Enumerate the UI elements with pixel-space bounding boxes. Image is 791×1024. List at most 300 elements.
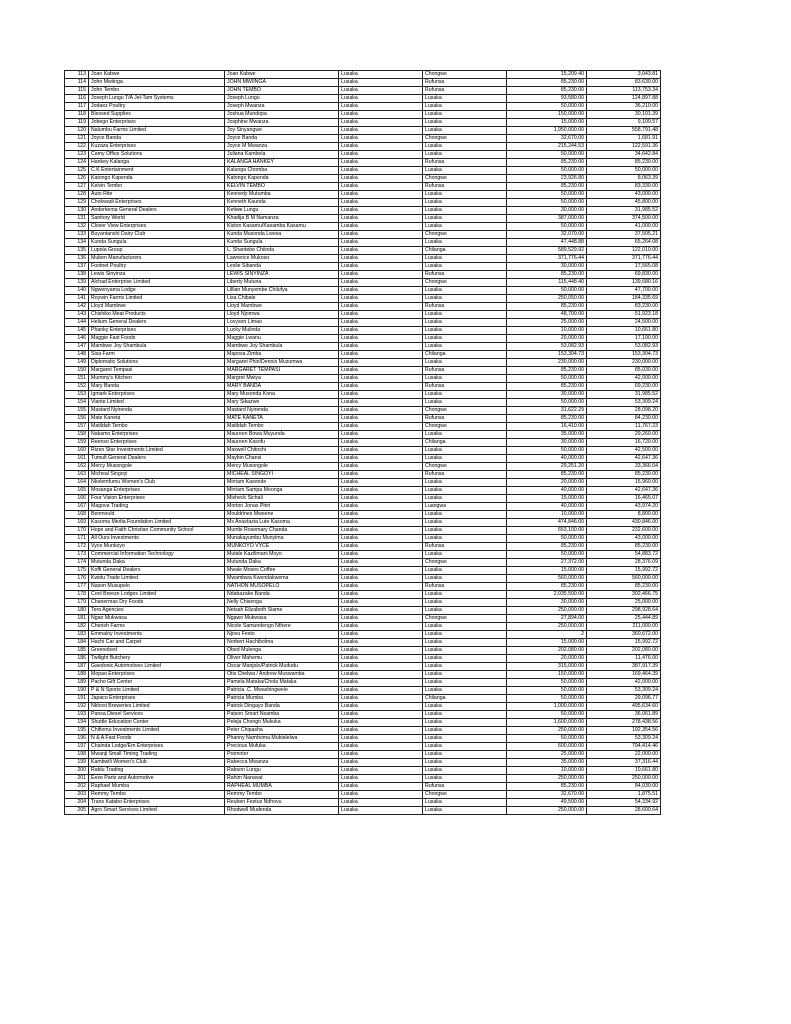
amount-cell: 31,622.29 bbox=[507, 407, 587, 415]
table-row bbox=[65, 799, 661, 807]
owner-name-cell: Margret Mwiya bbox=[225, 375, 339, 383]
district-cell: Lusaka bbox=[423, 567, 507, 575]
amount-cell: 2 bbox=[507, 631, 587, 639]
owner-name-cell: Oliver Mahemu bbox=[225, 655, 339, 663]
province-cell: Lusaka bbox=[339, 639, 423, 647]
row-number-cell: 169 bbox=[65, 519, 89, 527]
province-cell: Lusaka bbox=[339, 535, 423, 543]
table-row bbox=[65, 447, 661, 455]
province-cell: Lusaka bbox=[339, 319, 423, 327]
table-row bbox=[65, 183, 661, 191]
district-cell: Lusaka bbox=[423, 703, 507, 711]
district-cell: Lusaka bbox=[423, 207, 507, 215]
business-name-cell: Katongo Kapenda bbox=[89, 175, 225, 183]
owner-name-cell: Munakayumbu Munyima bbox=[225, 535, 339, 543]
business-name-cell: Auto Rite bbox=[89, 191, 225, 199]
district-cell: Lusaka bbox=[423, 327, 507, 335]
owner-name-cell: Joseph Lungu bbox=[225, 95, 339, 103]
district-cell: Lusaka bbox=[423, 775, 507, 783]
row-number-cell: 201 bbox=[65, 775, 89, 783]
business-name-cell: Jobego Enterprises bbox=[89, 119, 225, 127]
balance-cell: 25,000.00 bbox=[587, 599, 661, 607]
row-number-cell: 136 bbox=[65, 255, 89, 263]
owner-name-cell: NATHON MUSOPELO bbox=[225, 583, 339, 591]
district-cell: Chongwe bbox=[423, 71, 507, 79]
balance-cell: 560,000.00 bbox=[587, 575, 661, 583]
owner-name-cell: Nicole Samundengo Nthere bbox=[225, 623, 339, 631]
table-row bbox=[65, 311, 661, 319]
business-name-cell: Four Vision Enterprises bbox=[89, 495, 225, 503]
table-row bbox=[65, 727, 661, 735]
amount-cell: 15,000.00 bbox=[507, 567, 587, 575]
row-number-cell: 138 bbox=[65, 271, 89, 279]
balance-cell: 16,720.00 bbox=[587, 439, 661, 447]
balance-cell: 85,230.00 bbox=[587, 471, 661, 479]
business-name-cell: Lupola Group bbox=[89, 247, 225, 255]
row-number-cell: 168 bbox=[65, 511, 89, 519]
table-row bbox=[65, 407, 661, 415]
row-number-cell: 155 bbox=[65, 407, 89, 415]
row-number-cell: 125 bbox=[65, 167, 89, 175]
business-name-cell: Diplomatic Solutions bbox=[89, 359, 225, 367]
amount-cell: 20,000.00 bbox=[507, 335, 587, 343]
owner-name-cell: Margaret Phiri/Dennis Muzumwa bbox=[225, 359, 339, 367]
owner-name-cell: RAPHEAL MUMBA bbox=[225, 783, 339, 791]
district-cell: Lusaka bbox=[423, 655, 507, 663]
amount-cell: 85,230.00 bbox=[507, 383, 587, 391]
amount-cell: 15,000.00 bbox=[507, 639, 587, 647]
table-row bbox=[65, 607, 661, 615]
amount-cell: 250,000.00 bbox=[507, 607, 587, 615]
province-cell: Lusaka bbox=[339, 575, 423, 583]
owner-name-cell: MARGARET TEMPASI bbox=[225, 367, 339, 375]
balance-cell: 42,000.00 bbox=[587, 375, 661, 383]
amount-cell: 250,000.00 bbox=[507, 727, 587, 735]
business-name-cell: Muben Manufacturers bbox=[89, 255, 225, 263]
balance-cell: 84,030.00 bbox=[587, 783, 661, 791]
business-name-cell: Hachi Car and Carpet bbox=[89, 639, 225, 647]
district-cell: Lusaka bbox=[423, 151, 507, 159]
row-number-cell: 149 bbox=[65, 359, 89, 367]
amount-cell: 40,000.00 bbox=[507, 455, 587, 463]
balance-cell: 387,917.39 bbox=[587, 663, 661, 671]
business-name-cell: Pansa Diesel Services bbox=[89, 711, 225, 719]
row-number-cell: 150 bbox=[65, 367, 89, 375]
district-cell: Rufunsa bbox=[423, 583, 507, 591]
table-row bbox=[65, 575, 661, 583]
province-cell: Lusaka bbox=[339, 487, 423, 495]
row-number-cell: 189 bbox=[65, 679, 89, 687]
business-name-cell: Koffi General Dealers bbox=[89, 567, 225, 575]
row-number-cell: 118 bbox=[65, 111, 89, 119]
table-row bbox=[65, 655, 661, 663]
row-number-cell: 198 bbox=[65, 751, 89, 759]
table-row bbox=[65, 759, 661, 767]
owner-name-cell: Norbert Hachibolma bbox=[225, 639, 339, 647]
owner-name-cell: Mary Sikazwe bbox=[225, 399, 339, 407]
province-cell: Lusaka bbox=[339, 495, 423, 503]
table-row bbox=[65, 399, 661, 407]
amount-cell: 30,000.00 bbox=[507, 263, 587, 271]
row-number-cell: 128 bbox=[65, 191, 89, 199]
district-cell: Lusaka bbox=[423, 743, 507, 751]
district-cell: Lusaka bbox=[423, 591, 507, 599]
province-cell: Lusaka bbox=[339, 679, 423, 687]
table-row bbox=[65, 639, 661, 647]
business-name-cell: Kambwili Women's Club bbox=[89, 759, 225, 767]
balance-cell: 83,230.00 bbox=[587, 303, 661, 311]
business-name-cell: Benmould bbox=[89, 511, 225, 519]
business-name-cell: Kelvin Tembo bbox=[89, 183, 225, 191]
row-number-cell: 190 bbox=[65, 687, 89, 695]
province-cell: Lusaka bbox=[339, 255, 423, 263]
business-name-cell: Matildah Tembo bbox=[89, 423, 225, 431]
amount-cell: 30,000.00 bbox=[507, 207, 587, 215]
business-name-cell: Ngao Mukwasa bbox=[89, 615, 225, 623]
row-number-cell: 196 bbox=[65, 735, 89, 743]
table-row bbox=[65, 471, 661, 479]
business-name-cell: Chanermas Dry Foods bbox=[89, 599, 225, 607]
owner-name-cell: Mumbi Rosemary Chanda bbox=[225, 527, 339, 535]
amount-cell: 85,230.00 bbox=[507, 183, 587, 191]
owner-name-cell: Precious Mufuka bbox=[225, 743, 339, 751]
business-name-cell: Lewis Sinyinza bbox=[89, 271, 225, 279]
amount-cell: 150,000.00 bbox=[507, 111, 587, 119]
amount-cell: 115,448.40 bbox=[507, 279, 587, 287]
owner-name-cell: Obed Mulenga bbox=[225, 647, 339, 655]
owner-name-cell: Kunda Musonda Lwesa bbox=[225, 231, 339, 239]
province-cell: Lusaka bbox=[339, 783, 423, 791]
district-cell: Lusaka bbox=[423, 167, 507, 175]
district-cell: Rufunsa bbox=[423, 367, 507, 375]
amount-cell: 50,000.00 bbox=[507, 679, 587, 687]
business-name-cell: Tumult General Dealers bbox=[89, 455, 225, 463]
province-cell: Lusaka bbox=[339, 303, 423, 311]
province-cell: Lusaka bbox=[339, 375, 423, 383]
row-number-cell: 175 bbox=[65, 567, 89, 575]
amount-cell: 10,000.00 bbox=[507, 511, 587, 519]
district-cell: Lusaka bbox=[423, 631, 507, 639]
table-row bbox=[65, 503, 661, 511]
balance-cell: 278,438.56 bbox=[587, 719, 661, 727]
balance-cell: 8,063.39 bbox=[587, 175, 661, 183]
amount-cell: 1,600,000.00 bbox=[507, 719, 587, 727]
amount-cell: 50,000.00 bbox=[507, 551, 587, 559]
owner-name-cell: Mercy Musongole bbox=[225, 463, 339, 471]
balance-cell: 29,096.77 bbox=[587, 695, 661, 703]
amount-cell: 15,000.00 bbox=[507, 119, 587, 127]
district-cell: Rufunsa bbox=[423, 303, 507, 311]
district-cell: Chongwe bbox=[423, 559, 507, 567]
owner-name-cell: MARY BANDA bbox=[225, 383, 339, 391]
row-number-cell: 123 bbox=[65, 151, 89, 159]
owner-name-cell: Maureen Kasofu bbox=[225, 439, 339, 447]
table-row bbox=[65, 359, 661, 367]
table-row bbox=[65, 535, 661, 543]
district-cell: Lusaka bbox=[423, 399, 507, 407]
province-cell: Lusaka bbox=[339, 663, 423, 671]
amount-cell: 50,000.00 bbox=[507, 375, 587, 383]
table-row bbox=[65, 87, 661, 95]
amount-cell: 50,000.00 bbox=[507, 151, 587, 159]
district-cell: Rufunsa bbox=[423, 79, 507, 87]
province-cell: Lusaka bbox=[339, 567, 423, 575]
district-cell: Lusaka bbox=[423, 511, 507, 519]
amount-cell: 85,230.00 bbox=[507, 159, 587, 167]
district-cell: Lusaka bbox=[423, 607, 507, 615]
owner-name-cell: Joy Sinyangwe bbox=[225, 127, 339, 135]
table-row bbox=[65, 327, 661, 335]
business-name-cell: Hankey Kalanga bbox=[89, 159, 225, 167]
amount-cell: 10,000.00 bbox=[507, 767, 587, 775]
amount-cell: 1,000,000.00 bbox=[507, 703, 587, 711]
balance-cell: 8,800.00 bbox=[587, 511, 661, 519]
district-cell: Lusaka bbox=[423, 431, 507, 439]
table-row bbox=[65, 791, 661, 799]
province-cell: Lusaka bbox=[339, 455, 423, 463]
table-row bbox=[65, 279, 661, 287]
row-number-cell: 156 bbox=[65, 415, 89, 423]
row-number-cell: 154 bbox=[65, 399, 89, 407]
amount-cell: 250,000.00 bbox=[507, 775, 587, 783]
district-cell: Lusaka bbox=[423, 599, 507, 607]
business-name-cell: Sanitory World bbox=[89, 215, 225, 223]
table-row bbox=[65, 375, 661, 383]
amount-cell: 50,000.00 bbox=[507, 687, 587, 695]
owner-name-cell: Netsah Elizabeth Siame bbox=[225, 607, 339, 615]
amount-cell: 50,000.00 bbox=[507, 399, 587, 407]
province-cell: Lusaka bbox=[339, 519, 423, 527]
row-number-cell: 179 bbox=[65, 599, 89, 607]
business-name-cell: John Tembo bbox=[89, 87, 225, 95]
amount-cell: 150,000.00 bbox=[507, 671, 587, 679]
owner-name-cell: Joyce Banda bbox=[225, 135, 339, 143]
province-cell: Lusaka bbox=[339, 343, 423, 351]
province-cell: Lusaka bbox=[339, 743, 423, 751]
business-name-cell: Trans Katabo Enterprises bbox=[89, 799, 225, 807]
owner-name-cell: Mambwe Joy Shambula bbox=[225, 343, 339, 351]
table-row bbox=[65, 807, 661, 815]
row-number-cell: 131 bbox=[65, 215, 89, 223]
balance-cell: 360,672.00 bbox=[587, 631, 661, 639]
amount-cell: 15,000.00 bbox=[507, 495, 587, 503]
table-row bbox=[65, 303, 661, 311]
business-name-cell: Nason Musupelo bbox=[89, 583, 225, 591]
table-row bbox=[65, 287, 661, 295]
table-row bbox=[65, 391, 661, 399]
balance-cell: 22,000.00 bbox=[587, 751, 661, 759]
table-row bbox=[65, 343, 661, 351]
business-name-cell: Tero Agencies bbox=[89, 607, 225, 615]
row-number-cell: 186 bbox=[65, 655, 89, 663]
table-row bbox=[65, 143, 661, 151]
business-name-cell: Nkhosi Breweries Limited bbox=[89, 703, 225, 711]
province-cell: Lusaka bbox=[339, 799, 423, 807]
amount-cell: 50,000.00 bbox=[507, 287, 587, 295]
district-cell: Lusaka bbox=[423, 127, 507, 135]
province-cell: Lusaka bbox=[339, 615, 423, 623]
business-name-cell: Kasoma Media Foundation Limited bbox=[89, 519, 225, 527]
balance-cell: 124,897.88 bbox=[587, 95, 661, 103]
province-cell: Lusaka bbox=[339, 527, 423, 535]
table-row bbox=[65, 599, 661, 607]
balance-cell: 169,464.39 bbox=[587, 671, 661, 679]
balance-cell: 3,043.81 bbox=[587, 71, 661, 79]
owner-name-cell: Mirriam Kasonde bbox=[225, 479, 339, 487]
balance-cell: 37,316.44 bbox=[587, 759, 661, 767]
province-cell: Lusaka bbox=[339, 311, 423, 319]
table-row bbox=[65, 151, 661, 159]
business-name-cell: Magova Trading bbox=[89, 503, 225, 511]
owner-name-cell: Otis Chelwa / Andrew Muswamba bbox=[225, 671, 339, 679]
balance-cell: 34,642.84 bbox=[587, 151, 661, 159]
table-row bbox=[65, 95, 661, 103]
balance-cell: 371,776.44 bbox=[587, 255, 661, 263]
province-cell: Lusaka bbox=[339, 351, 423, 359]
owner-name-cell: Nelly Chisenga bbox=[225, 599, 339, 607]
business-name-cell: Ngwenyama Lodge bbox=[89, 287, 225, 295]
district-cell: Lusaka bbox=[423, 343, 507, 351]
district-cell: Lusaka bbox=[423, 639, 507, 647]
district-cell: Lusaka bbox=[423, 647, 507, 655]
business-name-cell: Rablu Trading bbox=[89, 767, 225, 775]
table-row bbox=[65, 247, 661, 255]
district-cell: Lusaka bbox=[423, 807, 507, 815]
table-row bbox=[65, 231, 661, 239]
row-number-cell: 124 bbox=[65, 159, 89, 167]
province-cell: Lusaka bbox=[339, 503, 423, 511]
province-cell: Lusaka bbox=[339, 295, 423, 303]
business-name-cell: Emmaloy Investments bbox=[89, 631, 225, 639]
province-cell: Lusaka bbox=[339, 279, 423, 287]
row-number-cell: 203 bbox=[65, 791, 89, 799]
table-row bbox=[65, 543, 661, 551]
province-cell: Lusaka bbox=[339, 151, 423, 159]
province-cell: Lusaka bbox=[339, 223, 423, 231]
business-name-cell: Footnet Poultry bbox=[89, 263, 225, 271]
business-name-cell: Chishiko Meat Products bbox=[89, 311, 225, 319]
business-name-cell: Nkolemfumu Women's Club bbox=[89, 479, 225, 487]
district-cell: Rufunsa bbox=[423, 783, 507, 791]
district-cell: Lusaka bbox=[423, 111, 507, 119]
table-row bbox=[65, 591, 661, 599]
province-cell: Lusaka bbox=[339, 79, 423, 87]
balance-cell: 41,000.00 bbox=[587, 223, 661, 231]
business-name-cell: Mosanga Enterprises bbox=[89, 487, 225, 495]
province-cell: Lusaka bbox=[339, 399, 423, 407]
table-body bbox=[65, 71, 661, 815]
table-row bbox=[65, 735, 661, 743]
province-cell: Lusaka bbox=[339, 103, 423, 111]
row-number-cell: 116 bbox=[65, 95, 89, 103]
amount-cell: 29,251.20 bbox=[507, 463, 587, 471]
table-row bbox=[65, 207, 661, 215]
province-cell: Lusaka bbox=[339, 695, 423, 703]
business-name-cell: Hope and Faith Christian Community School bbox=[89, 527, 225, 535]
owner-name-cell: Matildah Tembo bbox=[225, 423, 339, 431]
owner-name-cell: MICHEAL SINGOYI bbox=[225, 471, 339, 479]
business-name-cell: Alchad Enterprise Limited bbox=[89, 279, 225, 287]
district-cell: Rufunsa bbox=[423, 543, 507, 551]
row-number-cell: 126 bbox=[65, 175, 89, 183]
table-row bbox=[65, 215, 661, 223]
business-name-cell: Helium General Dealers bbox=[89, 319, 225, 327]
table-row bbox=[65, 527, 661, 535]
province-cell: Lusaka bbox=[339, 735, 423, 743]
business-name-cell: Joyce Banda bbox=[89, 135, 225, 143]
province-cell: Lusaka bbox=[339, 127, 423, 135]
row-number-cell: 185 bbox=[65, 647, 89, 655]
amount-cell: 230,000.00 bbox=[507, 359, 587, 367]
amount-cell: 85,230.00 bbox=[507, 271, 587, 279]
province-cell: Lusaka bbox=[339, 415, 423, 423]
table-row bbox=[65, 711, 661, 719]
province-cell: Lusaka bbox=[339, 175, 423, 183]
province-cell: Lusaka bbox=[339, 199, 423, 207]
row-number-cell: 146 bbox=[65, 335, 89, 343]
balance-cell: 558,791.48 bbox=[587, 127, 661, 135]
business-name-cell: Remmy Tembo bbox=[89, 791, 225, 799]
balance-cell: 85,230.00 bbox=[587, 583, 661, 591]
owner-name-cell: Lloyd Njomwa bbox=[225, 311, 339, 319]
row-number-cell: 148 bbox=[65, 351, 89, 359]
district-cell: Lusaka bbox=[423, 455, 507, 463]
balance-cell: 11,767.23 bbox=[587, 423, 661, 431]
amount-cell: 15,209.40 bbox=[507, 71, 587, 79]
balance-cell: 1,875.51 bbox=[587, 791, 661, 799]
row-number-cell: 119 bbox=[65, 119, 89, 127]
district-cell: Lusaka bbox=[423, 495, 507, 503]
table-row bbox=[65, 103, 661, 111]
owner-name-cell: Maxwell Chitoshi bbox=[225, 447, 339, 455]
amount-cell: 85,230.00 bbox=[507, 87, 587, 95]
row-number-cell: 173 bbox=[65, 551, 89, 559]
table-row bbox=[65, 159, 661, 167]
row-number-cell: 195 bbox=[65, 727, 89, 735]
owner-name-cell: JOHN MWIINGA bbox=[225, 79, 339, 87]
balance-cell: 298,928.64 bbox=[587, 607, 661, 615]
province-cell: Lusaka bbox=[339, 759, 423, 767]
owner-name-cell: Leslie Sibanda bbox=[225, 263, 339, 271]
district-cell: Lusaka bbox=[423, 719, 507, 727]
province-cell: Lusaka bbox=[339, 247, 423, 255]
district-cell: Lusaka bbox=[423, 759, 507, 767]
table-row bbox=[65, 463, 661, 471]
balance-cell: 1,681.91 bbox=[587, 135, 661, 143]
amount-cell: 85,230.00 bbox=[507, 79, 587, 87]
amount-cell: 50,000.00 bbox=[507, 735, 587, 743]
district-cell: Chongwe bbox=[423, 279, 507, 287]
amount-cell: 560,000.00 bbox=[507, 575, 587, 583]
balance-cell: 250,000.00 bbox=[587, 775, 661, 783]
business-name-cell: Greenobed bbox=[89, 647, 225, 655]
business-name-cell: Maggie Fast Foods bbox=[89, 335, 225, 343]
row-number-cell: 133 bbox=[65, 231, 89, 239]
owner-name-cell: Pamela Mataka/Chola Mataka bbox=[225, 679, 339, 687]
table-row bbox=[65, 615, 661, 623]
balance-cell: 29,260.00 bbox=[587, 431, 661, 439]
owner-name-cell: Lovyson Limao bbox=[225, 319, 339, 327]
amount-cell: 474,846.00 bbox=[507, 519, 587, 527]
province-cell: Lusaka bbox=[339, 647, 423, 655]
province-cell: Lusaka bbox=[339, 423, 423, 431]
balance-cell: 36,061.89 bbox=[587, 711, 661, 719]
owner-name-cell: Lawrence Mukoso bbox=[225, 255, 339, 263]
row-number-cell: 157 bbox=[65, 423, 89, 431]
province-cell: Lusaka bbox=[339, 95, 423, 103]
business-name-cell: Raphael Mumba bbox=[89, 783, 225, 791]
owner-name-cell: KELVIN TEMBO bbox=[225, 183, 339, 191]
